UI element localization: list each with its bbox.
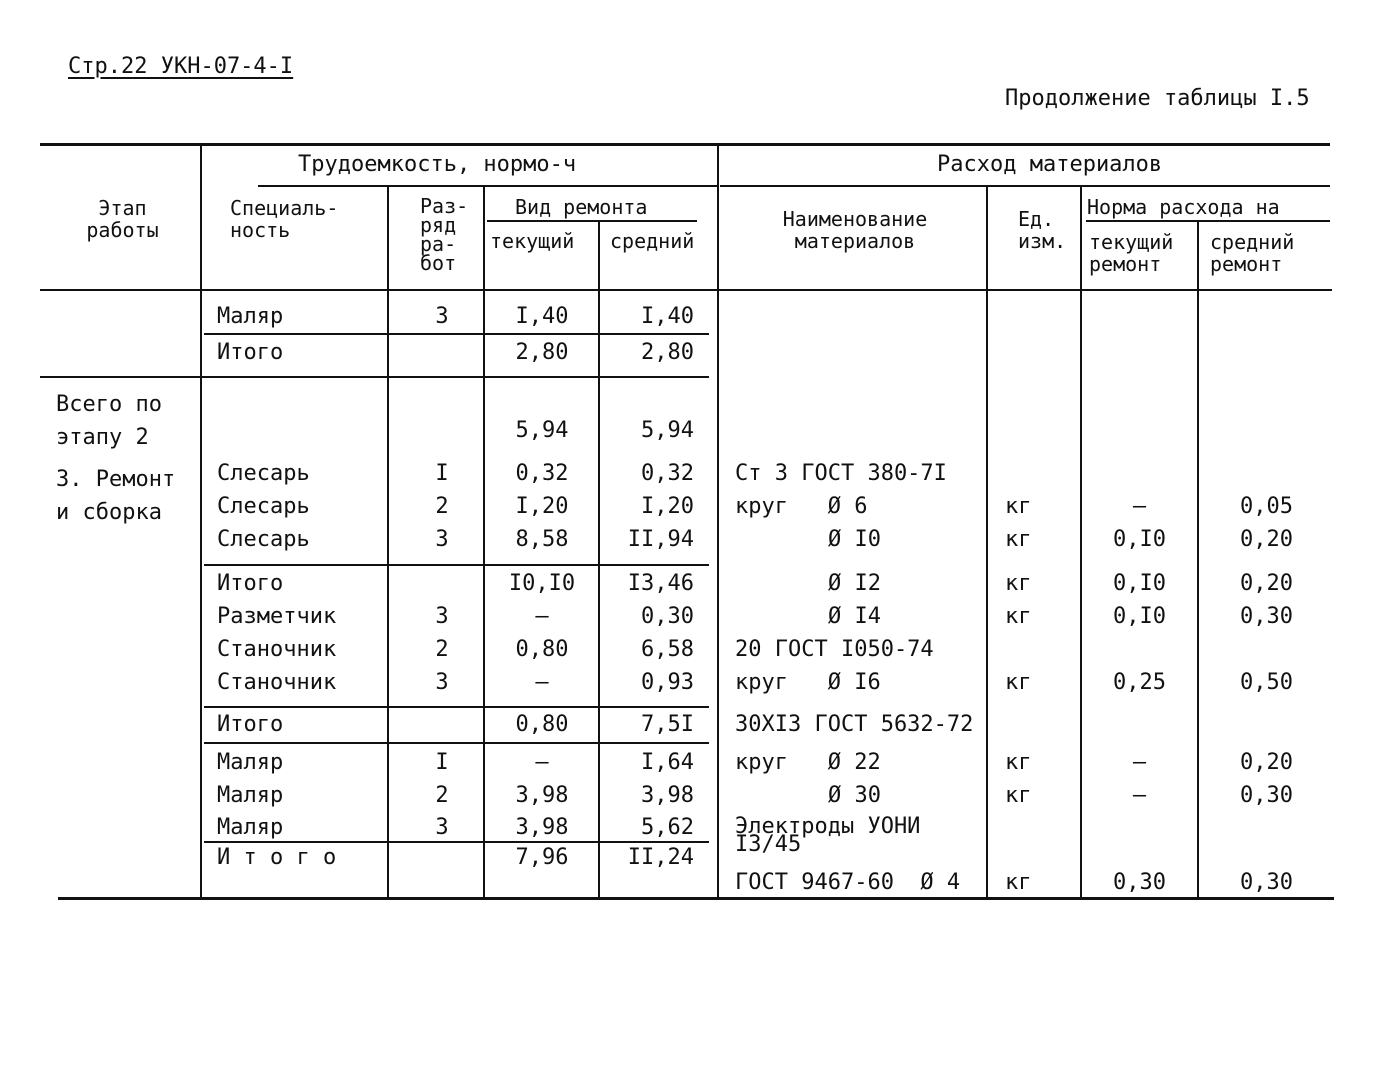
medium-norm-cell: 0,30	[1240, 870, 1293, 895]
row-rule	[40, 376, 709, 378]
repair-type-rule	[487, 220, 697, 222]
material-name-cell: Ø I0	[828, 527, 881, 552]
material-name-cell: ГОСТ 9467-60 Ø 4	[735, 870, 961, 895]
medium-norm-cell: 0,30	[1240, 604, 1293, 629]
row-rule	[204, 333, 709, 335]
row-rule	[204, 706, 709, 708]
medium-hours-cell: 0,30	[641, 604, 694, 629]
page-reference: Стр.22 УКН-07-4-I	[68, 54, 294, 79]
material-name-cell: Электроды УОНИ I3/45	[735, 814, 921, 857]
grade-cell: 3	[435, 304, 449, 329]
current-norm-cell: 0,I0	[1113, 604, 1166, 629]
row-rule	[204, 841, 709, 843]
current-norm-cell: –	[1132, 783, 1147, 808]
stage-label: 3. Ремонт и сборка	[56, 467, 176, 525]
materials-header-rule	[720, 185, 1330, 187]
header-grade: Раз- ряд ра- бот	[420, 194, 469, 275]
medium-norm-cell: 0,20	[1240, 750, 1293, 775]
header-medium-repair: средний ремонт	[1210, 230, 1295, 276]
grade-cell: 2	[435, 637, 449, 662]
labor-header-rule	[258, 185, 718, 187]
material-name-cell: круг Ø 6	[735, 494, 868, 519]
specialty-cell: Маляр	[217, 304, 284, 329]
table-top-rule	[40, 143, 1330, 146]
header-norm: Норма расхода на	[1087, 195, 1280, 219]
material-name-cell: Ø I2	[828, 571, 881, 596]
header-unit: Ед. изм.	[1018, 207, 1067, 253]
current-hours-cell: 3,98	[515, 815, 569, 840]
specialty-cell: Разметчик	[217, 604, 337, 629]
material-name-cell: 20 ГОСТ I050-74	[735, 637, 934, 662]
medium-hours-cell: 5,62	[641, 815, 694, 840]
column-rule	[1197, 222, 1199, 898]
current-hours-cell: I0,I0	[508, 571, 576, 596]
unit-cell: кг	[1005, 750, 1032, 775]
specialty-cell: Итого	[217, 712, 284, 737]
header-stage: Этап работы	[86, 196, 159, 242]
medium-hours-cell: 3,98	[641, 783, 694, 808]
specialty-cell: Итого	[217, 571, 284, 596]
material-name-cell: Ø I4	[828, 604, 881, 629]
grade-cell: 3	[435, 670, 449, 695]
current-norm-cell: –	[1132, 494, 1147, 519]
medium-hours-cell: I,20	[641, 494, 694, 519]
specialty-cell: Итого	[217, 340, 284, 365]
medium-norm-cell: 0,20	[1240, 527, 1293, 552]
grade-cell: 2	[435, 494, 449, 519]
medium-hours-cell: 5,94	[641, 418, 694, 443]
header-repair-type: Вид ремонта	[515, 195, 648, 219]
grade-cell: I	[435, 750, 449, 775]
current-hours-cell: –	[535, 750, 549, 775]
medium-hours-cell: I,40	[641, 304, 694, 329]
header-medium: средний	[610, 229, 695, 253]
material-name-cell: круг Ø 22	[735, 750, 881, 775]
header-current-repair: текущий ремонт	[1089, 230, 1174, 276]
current-hours-cell: 8,58	[515, 527, 569, 552]
current-norm-cell: 0,I0	[1113, 571, 1166, 596]
material-name-cell: Ø 30	[828, 783, 881, 808]
material-name-cell: Ст 3 ГОСТ 380-7I	[735, 461, 947, 486]
grade-cell: 3	[435, 815, 449, 840]
current-norm-cell: –	[1132, 750, 1147, 775]
medium-norm-cell: 0,50	[1240, 670, 1293, 695]
column-rule	[986, 187, 988, 898]
medium-norm-cell: 0,05	[1240, 494, 1293, 519]
current-norm-cell: 0,25	[1113, 670, 1166, 695]
header-specialty: Специаль- ность	[230, 196, 339, 242]
column-rule	[717, 145, 719, 898]
current-hours-cell: 7,96	[515, 845, 569, 870]
specialty-cell: Слесарь	[217, 461, 310, 486]
table-bottom-rule	[58, 897, 1334, 900]
current-hours-cell: 5,94	[515, 418, 569, 443]
medium-hours-cell: II,24	[627, 845, 694, 870]
row-rule	[204, 742, 709, 744]
current-hours-cell: –	[535, 604, 549, 629]
specialty-cell: Слесарь	[217, 527, 310, 552]
medium-hours-cell: II,94	[627, 527, 694, 552]
unit-cell: кг	[1005, 527, 1032, 552]
unit-cell: кг	[1005, 870, 1032, 895]
specialty-cell: Станочник	[217, 670, 337, 695]
grade-cell: I	[435, 461, 449, 486]
current-hours-cell: I,20	[515, 494, 569, 519]
specialty-cell: Слесарь	[217, 494, 310, 519]
specialty-cell: Маляр	[217, 750, 284, 775]
stage-label: Всего по этапу 2	[56, 392, 162, 450]
medium-norm-cell: 0,20	[1240, 571, 1293, 596]
medium-hours-cell: I,64	[641, 750, 694, 775]
specialty-cell: И т о г о	[217, 845, 337, 870]
header-current: текущий	[490, 229, 575, 253]
current-hours-cell: 3,98	[515, 783, 569, 808]
unit-cell: кг	[1005, 571, 1032, 596]
medium-hours-cell: 7,5I	[641, 712, 694, 737]
current-hours-cell: –	[535, 670, 549, 695]
table-caption: Продолжение таблицы I.5	[1005, 86, 1310, 111]
grade-cell: 2	[435, 783, 449, 808]
current-hours-cell: I,40	[515, 304, 569, 329]
specialty-cell: Маляр	[217, 783, 284, 808]
header-labor: Трудоемкость, нормо-ч	[298, 152, 577, 177]
column-rule	[387, 187, 389, 898]
unit-cell: кг	[1005, 783, 1032, 808]
current-hours-cell: 0,80	[515, 712, 569, 737]
specialty-cell: Станочник	[217, 637, 337, 662]
column-rule	[200, 145, 202, 898]
current-hours-cell: 0,32	[515, 461, 569, 486]
medium-hours-cell: 2,80	[641, 340, 694, 365]
unit-cell: кг	[1005, 670, 1032, 695]
medium-hours-cell: 0,93	[641, 670, 694, 695]
material-name-cell: круг Ø I6	[735, 670, 881, 695]
medium-hours-cell: 6,58	[641, 637, 694, 662]
current-norm-cell: 0,I0	[1113, 527, 1166, 552]
medium-norm-cell: 0,30	[1240, 783, 1293, 808]
norm-rule	[1086, 220, 1330, 222]
unit-cell: кг	[1005, 494, 1032, 519]
grade-cell: 3	[435, 527, 449, 552]
header-material-name: Наименование материалов	[782, 207, 928, 253]
current-hours-cell: 0,80	[515, 637, 569, 662]
grade-cell: 3	[435, 604, 449, 629]
current-norm-cell: 0,30	[1113, 870, 1166, 895]
row-rule	[204, 564, 709, 566]
header-bottom-rule	[40, 289, 1332, 291]
header-materials: Расход материалов	[937, 152, 1163, 177]
current-hours-cell: 2,80	[515, 340, 569, 365]
material-name-cell: 30XI3 ГОСТ 5632-72	[735, 712, 974, 737]
unit-cell: кг	[1005, 604, 1032, 629]
specialty-cell: Маляр	[217, 815, 284, 840]
medium-hours-cell: I3,46	[627, 571, 694, 596]
medium-hours-cell: 0,32	[641, 461, 694, 486]
